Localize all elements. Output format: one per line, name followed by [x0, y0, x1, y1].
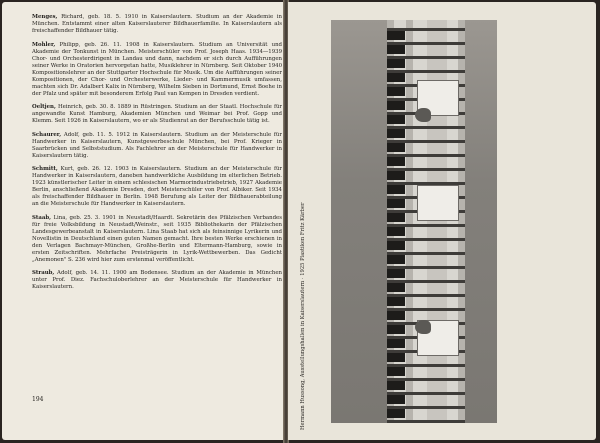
balcony [417, 185, 459, 221]
entry-text: Richard, geb. 18. 5. 1910 in Kaiserslautern. Studium an der Akademie in München. Entstammt einer alten Kaiserslauterer Bildhauerfamilie. In Kaiserslautern als freischaffender Bildhauer tätig. [32, 14, 282, 34]
left-page [2, 2, 285, 440]
biography-entry [32, 132, 282, 160]
window-shade [387, 297, 405, 306]
window-shade [387, 171, 405, 180]
entry-text: Philipp, geb. 26. 11. 1908 in Kaiserslautern. Studium an Universität und Akademie der Tonkunst in München. Meisterschüler von Prof. Joseph Haas. 1934—1939 Chor- und Orchesterdirigent in Landau und dann, nachdem er sich durch Aufführungen seiner Werke in Oratorien hervorgetan hatte, Musiklehrer in Nürnberg. Seit Oktober 1940 Kompositionslehrer an der Stuttgarter Hochschule für Musik. Um die Aufführungen seiner Kompositionen, der Chor- und Orchesterwerke, Lieder- und Kammermusik umfassen, machten sich Dr. Adalbert Kalix in Nürnberg, Wilhelm Sieben in Dortmund, Ernst Boehe in der Pfalz und später mit besonderem Erfolg Paul van Kempen in Dresden verdient. [32, 41, 282, 97]
sculpture [415, 320, 431, 334]
window-shade [387, 129, 405, 138]
window-shade [387, 409, 405, 418]
page-number: 194 [32, 396, 44, 403]
window-shade [387, 311, 405, 320]
window-shade [387, 353, 405, 362]
entry-text: Kurt, geb. 26. 12. 1903 in Kaiserslautern. Studium an der Meisterschule für Handwerker in Kaiserslautern, daneben handwerkliche Ausbildung im elterlichen Betrieb. 1923 künstlerischer Leiter in einem schlesischen Marmorindustriebetrieb, 1927 Akademie Berlin, anschließend Akademie Dresden, dort Meisterschüler von Prof. Albiker. Seit 1934 als freischaffender Bildhauer in Berlin. 1948 Berufung als Leiter der Bildhauerabteilung an die Meisterschule für Handwerker in Kaiserslautern. [32, 166, 282, 207]
window-shade [387, 227, 405, 236]
biography-entry [32, 42, 282, 98]
window-shade [387, 395, 405, 404]
window-shade [387, 339, 405, 348]
window-shade [387, 45, 405, 54]
entry-text: Adolf, geb. 14. 11. 1900 am Bodensee. Studium an der Akademie in München unter Prof. Diez. Fachschuloberlehrer an der Meisterschule für Handwerker in Kaiserslautern. [32, 270, 282, 290]
window-shade [387, 199, 405, 208]
window-shade [387, 213, 405, 222]
window-shade [387, 101, 405, 110]
window-shade [387, 381, 405, 390]
window-shade [387, 255, 405, 264]
entry-text: Heinrich, geb. 30. 8. 1889 in Rüstringen. Studium an der Staatl. Hochschule für angewandte Kunst Hamburg, Akademien München und Weimar bei Prof. Gopp und Klemm. Seit 1926 in Kaiserslautern, wo er als Studienrat an der Berufsschule tätig ist. [32, 104, 282, 124]
window-shade [387, 87, 405, 96]
window-shade [387, 241, 405, 250]
biography-entry [32, 104, 282, 125]
window-shade [387, 185, 405, 194]
entry-name: Menges, [32, 14, 58, 20]
entry-name: Oeltjen, [32, 104, 56, 110]
biography-entry [32, 215, 282, 264]
entry-name: Straub, [32, 270, 55, 276]
entry-name: Schaurer, [32, 131, 62, 138]
entry-name: Schmitt, [32, 166, 58, 172]
window-shade [387, 143, 405, 152]
window-shade [387, 283, 405, 292]
window-shade [387, 73, 405, 82]
biography-entries [32, 14, 282, 298]
entry-name: Mohler, [32, 41, 56, 48]
photo-caption: Hermann Hussong, Ausstellungshallen in Kaiserslautern · 1925 Plastiken Fritz Kärber [300, 202, 306, 430]
window-shade [387, 269, 405, 278]
window-shade [387, 59, 405, 68]
building-photograph [331, 20, 497, 423]
entry-name: Staab, [32, 214, 52, 221]
window-shade [387, 325, 405, 334]
entry-text: Adolf, geb. 11. 5. 1912 in Kaiserslautern. Studium an der Meisterschule für Handwerker in Kaiserslautern, Kunstgewerbeschule München, bei Prof. Krieger in Saarbrücken und Selbststudium. Als Fachlehrer an der Meisterschule für Handwerker in Kaiserslautern tätig. [32, 131, 282, 159]
biography-entry [32, 270, 282, 291]
window-shade [387, 157, 405, 166]
window-shade [387, 115, 405, 124]
window-shade [387, 367, 405, 376]
sculpture [415, 108, 431, 122]
biography-entry [32, 166, 282, 208]
window-shade [387, 31, 405, 40]
biography-entry [32, 14, 282, 35]
entry-text: Lina, geb. 25. 3. 1901 in Neustadt/Haardt. Sekretärin des Pfälzischen Verbandes für freie Volksbildung in Neustadt/Weinstr., seit 1935 Bibliothekarin der Pfälzischen Landesgewerbeanstalt in Kaiserslautern. Lina Staab hat sich als feinsinnige Lyrikerin und Novellistin in Deutschland einen guten Namen gemacht. Ihre besten Werke erschienen in den Verlagen Bachmayr-München, Großhe-Berlin und Eltermann-Hamburg, sowie in ersten Zeitschriften. Mehrfache Preisträgerin in Lyrik-Wettbewerben. Das Gedicht „Anemonen" S. 236 wird hier zum erstenmal veröffentlicht. [32, 214, 282, 263]
